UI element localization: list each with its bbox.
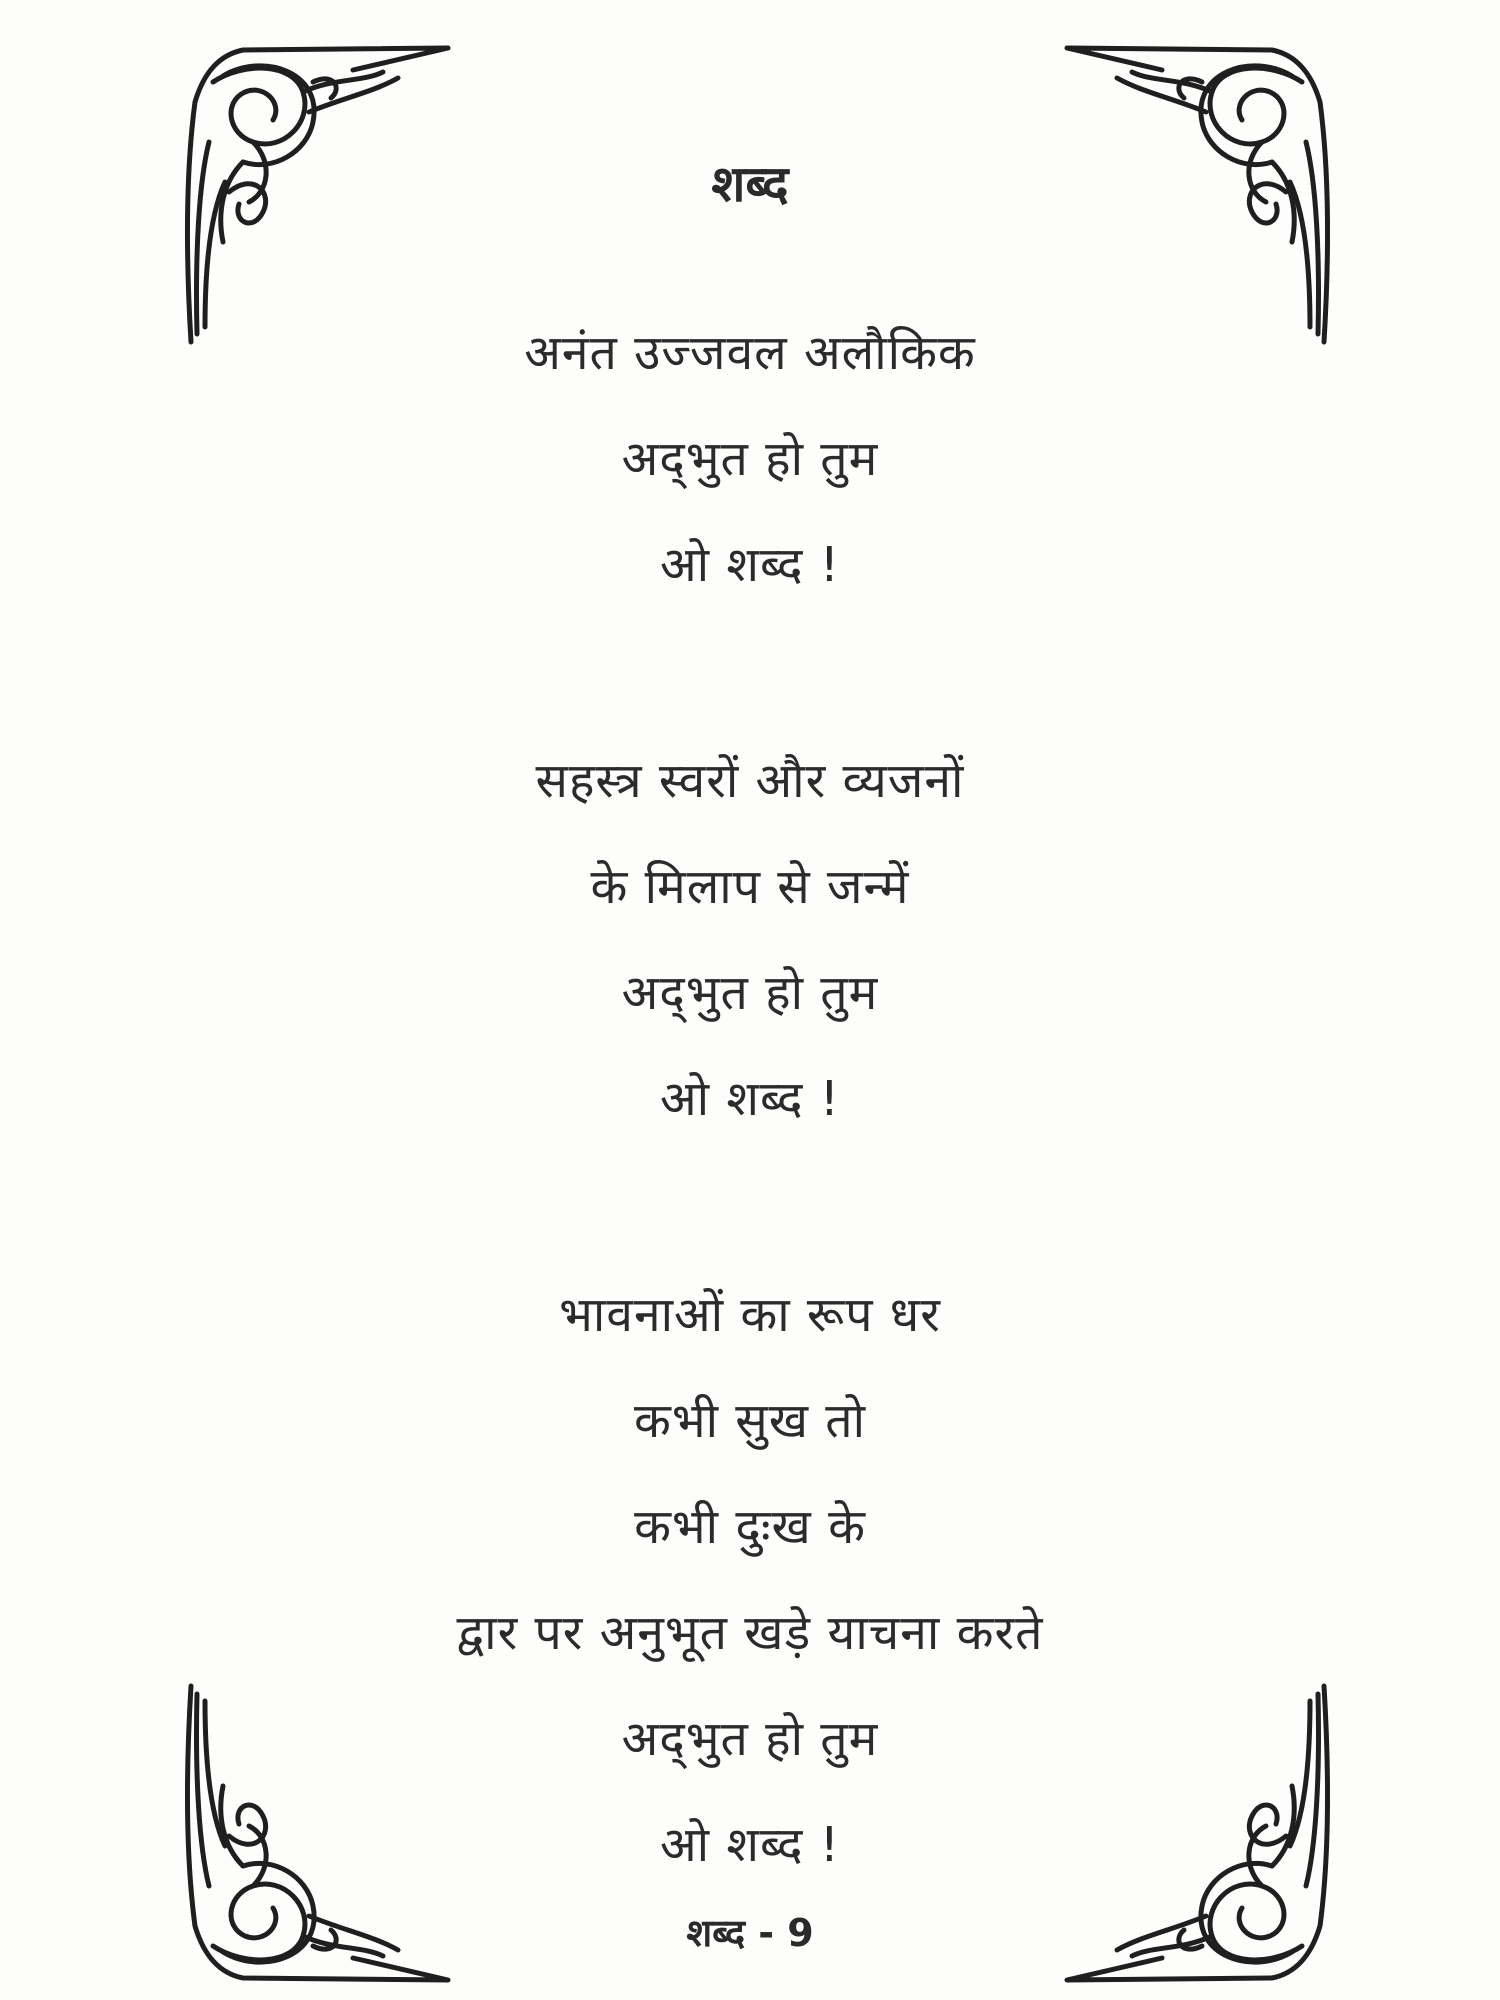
poem-line: के मिलाप से जन्में: [590, 859, 910, 915]
poem-line: कभी दुःख के: [634, 1499, 866, 1555]
stanza-3: [0, 1280, 1500, 1916]
stanza-2: [0, 746, 1500, 1170]
stanza-1: [0, 318, 1500, 636]
poem-body: [0, 318, 1500, 1916]
poem-line: अद्‌भुत हो तुम: [621, 431, 879, 487]
poem-line: कभी सुख तो: [633, 1393, 867, 1449]
poem-line: ओ शब्द !: [660, 1071, 840, 1127]
poem-line: अद्‌भुत हो तुम: [621, 965, 879, 1021]
poem-line: ओ शब्द !: [660, 537, 840, 593]
poem-line: भावनाओं का रूप धर: [559, 1287, 941, 1343]
poem-line: सहस्त्र स्वरों और व्यजनों: [535, 753, 965, 809]
page-footer: शब्द - 9: [686, 1911, 814, 1955]
poem-line: ओ शब्द !: [660, 1817, 840, 1873]
poem-title: शब्द: [711, 155, 789, 213]
poem-line: अद्‌भुत हो तुम: [621, 1711, 879, 1767]
poem-line: द्वार पर अनुभूत खड़े याचना करते: [456, 1605, 1044, 1661]
poem-line: अनंत उज्जवल अलौकिक: [524, 325, 976, 381]
